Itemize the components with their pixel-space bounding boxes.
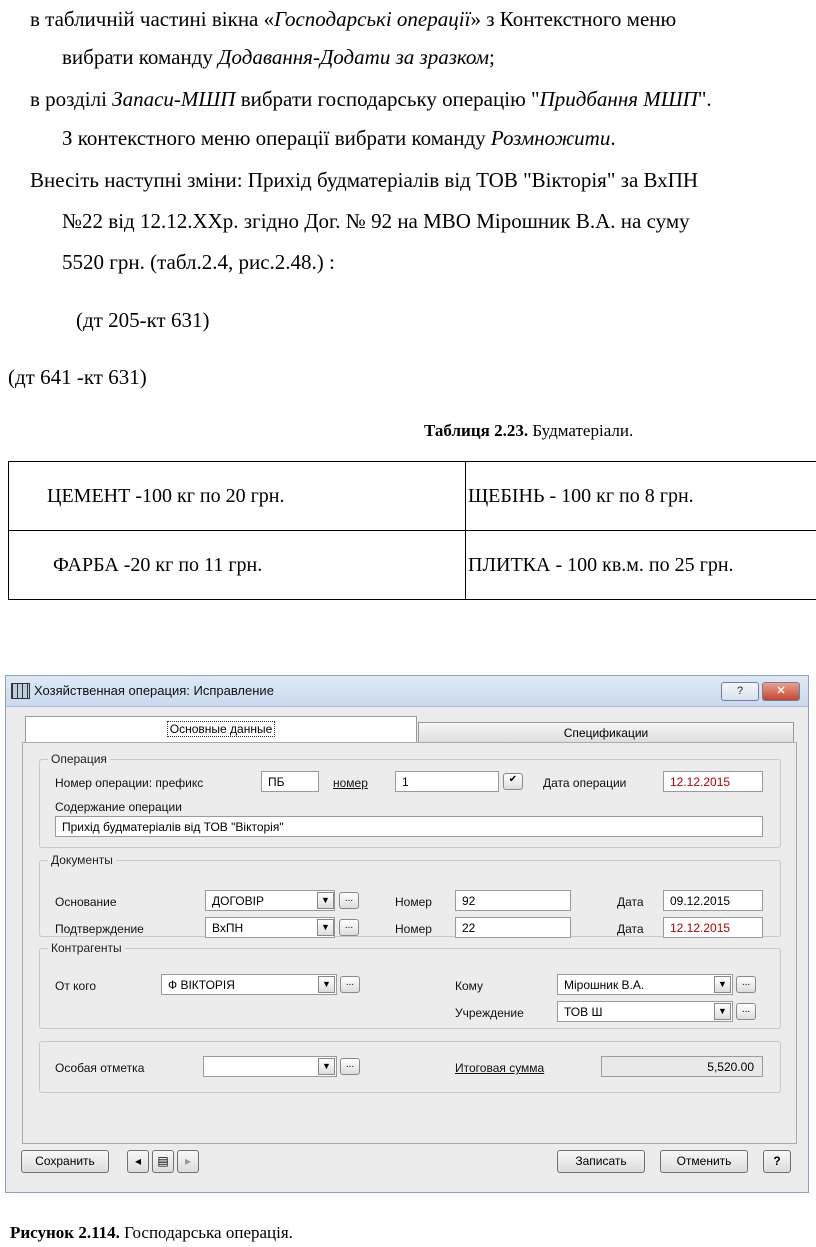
table-caption-number: Таблиця 2.23. bbox=[424, 421, 529, 440]
number-input[interactable]: 1 bbox=[395, 771, 499, 792]
text: в розділі bbox=[30, 87, 113, 111]
figure-caption-text: Господарська операція. bbox=[119, 1223, 293, 1242]
ellipsis-button[interactable]: ... bbox=[339, 892, 359, 909]
table-icon bbox=[11, 683, 30, 699]
text-italic: Придбання МШП bbox=[539, 87, 698, 111]
text-italic: Розмножити bbox=[490, 126, 611, 150]
ellipsis-button[interactable]: ... bbox=[736, 976, 756, 993]
operation-date-input[interactable]: 12.12.2015 bbox=[663, 771, 763, 792]
figure-caption bbox=[10, 1223, 293, 1243]
basis-number-input[interactable]: 92 bbox=[455, 890, 571, 911]
paragraph-line-6: №22 від 12.12.ХХр. згідно Дог. № 92 на МВО Мірошник В.А. на суму bbox=[62, 209, 690, 233]
text: в табличній частині вікна « bbox=[30, 7, 275, 31]
basis-select[interactable]: ДОГОВІР bbox=[205, 890, 335, 911]
text: . bbox=[610, 126, 616, 150]
total-label bbox=[455, 1061, 544, 1075]
from-select[interactable]: Ф ВІКТОРІЯ bbox=[161, 974, 337, 995]
group-legend: Документы bbox=[51, 853, 113, 867]
ellipsis-button[interactable]: ... bbox=[339, 919, 359, 936]
operation-date-label: Дата операции bbox=[543, 776, 627, 790]
tab-label: Основные данные bbox=[167, 721, 276, 737]
chevron-down-icon[interactable]: ▼ bbox=[318, 1058, 335, 1075]
label-text: Итоговая сумма bbox=[455, 1061, 545, 1075]
paragraph-line-2 bbox=[62, 44, 495, 70]
content-input[interactable]: Прихід будматеріалів від ТОВ "Вікторія" bbox=[55, 816, 763, 837]
figure-caption-number: Рисунок 2.114. bbox=[10, 1223, 120, 1242]
special-mark-select[interactable] bbox=[203, 1056, 337, 1077]
table-cell: ПЛИТКА - 100 кв.м. по 25 грн. bbox=[466, 531, 816, 600]
nav-prev-button[interactable]: ◂ bbox=[127, 1150, 149, 1173]
title-bar bbox=[6, 676, 808, 707]
text: вибрати господарську операцію " bbox=[235, 87, 540, 111]
table-caption bbox=[424, 421, 633, 441]
ellipsis-button[interactable]: ... bbox=[340, 976, 360, 993]
paragraph-line-4 bbox=[62, 125, 616, 151]
paragraph-line-1 bbox=[30, 6, 810, 32]
main-panel bbox=[22, 742, 797, 1144]
operation-number-label: Номер операции: префикс bbox=[55, 776, 204, 790]
table-caption-text: Будматеріали. bbox=[528, 421, 634, 440]
tab-main-data[interactable] bbox=[25, 716, 417, 743]
basis-number-label: Номер bbox=[395, 895, 432, 909]
close-button[interactable]: ✕ bbox=[762, 682, 800, 701]
text: ; bbox=[489, 45, 495, 69]
institution-label: Учреждение bbox=[455, 1006, 524, 1020]
check-icon[interactable]: ✔ bbox=[503, 773, 523, 790]
nav-next-button[interactable]: ▸ bbox=[177, 1150, 199, 1173]
chevron-down-icon[interactable]: ▼ bbox=[714, 1003, 731, 1020]
save-button[interactable]: Сохранить bbox=[21, 1150, 109, 1173]
cancel-button[interactable]: Отменить bbox=[660, 1150, 748, 1173]
text: » з Контекстного меню bbox=[470, 7, 677, 31]
help-button[interactable]: ? bbox=[763, 1150, 791, 1173]
table-cell: ЩЕБІНЬ - 100 кг по 8 грн. bbox=[466, 462, 816, 531]
number-label bbox=[333, 776, 368, 790]
confirmation-date-input[interactable]: 12.12.2015 bbox=[663, 917, 763, 938]
table-cell: ЦЕМЕНТ -100 кг по 20 грн. bbox=[9, 462, 466, 531]
institution-select[interactable]: ТОВ Ш bbox=[557, 1001, 733, 1022]
table-row bbox=[9, 462, 816, 531]
confirmation-date-label: Дата bbox=[617, 922, 644, 936]
confirmation-select[interactable]: ВхПН bbox=[205, 917, 335, 938]
text: З контекстного меню операції вибрати команду bbox=[62, 126, 491, 150]
ellipsis-button[interactable]: ... bbox=[736, 1003, 756, 1020]
prefix-input[interactable]: ПБ bbox=[261, 771, 319, 792]
entry-line-2: (дт 641 -кт 631) bbox=[8, 365, 147, 389]
write-button[interactable]: Записать bbox=[557, 1150, 645, 1173]
window-title: Хозяйственная операция: Исправление bbox=[34, 683, 274, 698]
help-title-button[interactable]: ? bbox=[721, 682, 759, 701]
confirmation-number-input[interactable]: 22 bbox=[455, 917, 571, 938]
chevron-down-icon[interactable]: ▼ bbox=[317, 892, 334, 909]
document-icon[interactable]: ▤ bbox=[152, 1150, 174, 1173]
tab-specifications[interactable]: Спецификации bbox=[418, 722, 794, 745]
special-mark-label: Особая отметка bbox=[55, 1061, 145, 1075]
basis-label: Основание bbox=[55, 895, 117, 909]
text-italic: Господарські операції bbox=[274, 7, 471, 31]
group-legend: Контрагенты bbox=[51, 941, 122, 955]
chevron-down-icon[interactable]: ▼ bbox=[714, 976, 731, 993]
text-italic: Запаси-МШП bbox=[112, 87, 236, 111]
content-label: Содержание операции bbox=[55, 800, 182, 814]
operation-window bbox=[5, 675, 809, 1193]
to-label: Кому bbox=[455, 979, 484, 993]
paragraph-line-3 bbox=[30, 86, 712, 112]
paragraph-line-5: Внесіть наступні зміни: Прихід будматеріалів від ТОВ "Вікторія" за ВхПН bbox=[30, 168, 699, 192]
confirmation-label: Подтверждение bbox=[55, 922, 144, 936]
text-italic: Додавання-Додати за зразком bbox=[218, 45, 490, 69]
paragraph-line-7: 5520 грн. (табл.2.4, рис.2.48.) : bbox=[62, 250, 335, 274]
group-legend: Операция bbox=[51, 752, 107, 766]
total-amount: 5,520.00 bbox=[601, 1056, 763, 1077]
to-select[interactable]: Мірошник В.А. bbox=[557, 974, 733, 995]
basis-date-label: Дата bbox=[617, 895, 644, 909]
table-row bbox=[9, 531, 816, 600]
from-label: От кого bbox=[55, 979, 97, 993]
basis-date-input[interactable]: 09.12.2015 bbox=[663, 890, 763, 911]
label-text: номер bbox=[333, 776, 368, 790]
entry-line-1: (дт 205-кт 631) bbox=[76, 308, 210, 332]
ellipsis-button[interactable]: ... bbox=[340, 1058, 360, 1075]
text: ". bbox=[697, 87, 712, 111]
confirmation-number-label: Номер bbox=[395, 922, 432, 936]
text: вибрати команду bbox=[62, 45, 219, 69]
chevron-down-icon[interactable]: ▼ bbox=[317, 919, 334, 936]
chevron-down-icon[interactable]: ▼ bbox=[318, 976, 335, 993]
materials-table bbox=[8, 461, 816, 600]
table-cell: ФАРБА -20 кг по 11 грн. bbox=[9, 531, 466, 600]
